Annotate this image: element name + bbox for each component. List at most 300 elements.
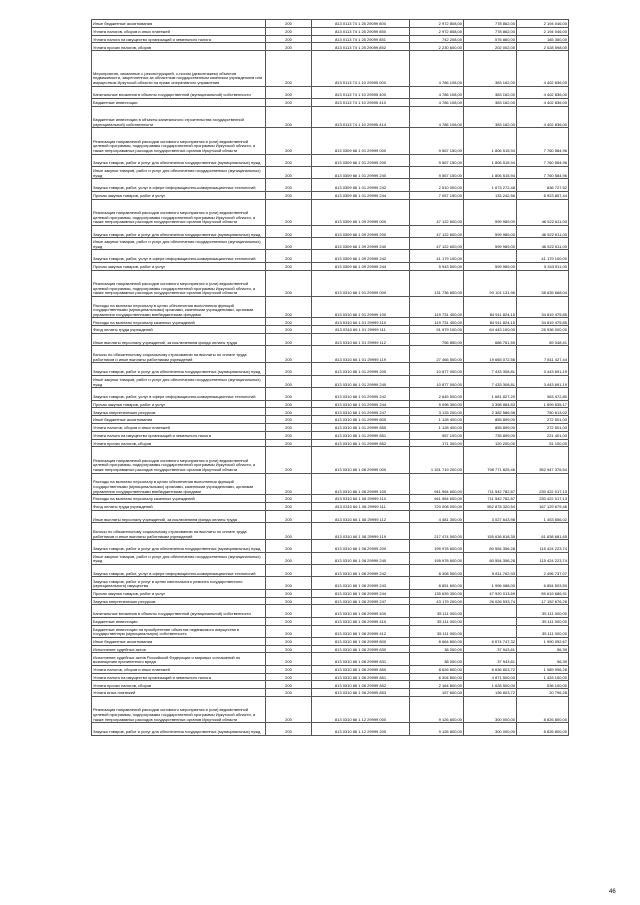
row-name: Иные бюджетные ассигнования xyxy=(92,637,266,645)
row-budget-code: 813 0309 66 1 01 29999 200 xyxy=(312,154,410,166)
row-name: Закупка товаров, работ и услуг в целях капитального ремонта государственного (муниципального) имущества xyxy=(92,577,266,589)
row-budget-code: 813 0113 74 1 10 29595 410 xyxy=(312,98,410,106)
table-row xyxy=(92,20,569,28)
row-approved-amount: 119 731 400,00 xyxy=(410,318,464,326)
table-row xyxy=(92,597,569,605)
row-budget-code: 813 0310 66 1 01 29999 850 xyxy=(312,424,410,432)
row-budget-code: 813 0309 66 1 09 29999 242 xyxy=(312,250,410,262)
row-executed-amount: 1 806 515,94 xyxy=(464,154,517,166)
table-row xyxy=(92,617,569,625)
row-name: Прочая закупка товаров, работ и услуг xyxy=(92,400,266,408)
row-approved-amount: 8 626 800,00 xyxy=(410,665,464,673)
row-name: Иные бюджетные ассигнования xyxy=(92,20,266,28)
row-budget-code: 813 0310 66 1 08 29999 853 xyxy=(312,689,410,697)
row-unexecuted-amount: 1 433 100,00 xyxy=(517,673,569,681)
row-budget-code: 813 0310 66 1 08 29999 240 xyxy=(312,552,410,564)
row-approved-amount: 157 600,00 xyxy=(410,689,464,697)
row-unexecuted-amount: 8 826 800,00 xyxy=(517,723,569,735)
table-row xyxy=(92,400,569,408)
row-executed-amount: 93 101 131,96 xyxy=(464,270,517,296)
table-row xyxy=(92,552,569,564)
row-code: 200 xyxy=(266,605,312,617)
row-code: 200 xyxy=(266,166,312,178)
row-executed-amount: 84 911 824,15 xyxy=(464,318,517,326)
row-name: Закупка товаров, работ, услуг в сфере информационно-коммуникационных технологий xyxy=(92,564,266,576)
row-code: 200 xyxy=(266,128,312,154)
row-code: 200 xyxy=(266,617,312,625)
row-executed-amount xyxy=(464,605,517,617)
table-row xyxy=(92,589,569,597)
row-name: Исполнение судебных актов xyxy=(92,645,266,653)
row-unexecuted-amount: 5 343 511,00 xyxy=(517,262,569,270)
row-budget-code: 813 0309 66 1 09 29999 000 xyxy=(312,199,410,225)
row-unexecuted-amount: 46 522 611,00 xyxy=(517,238,569,250)
row-name: Мероприятия, связанные с реконструкцией, с-носом (демонтажем) объектов недвижимости, закрепленных за областным государственным казенным учреждением или имуществом Иркутской области на праве оперативного управления xyxy=(92,51,266,86)
row-name: Закупка товаров, работ и услуг для обеспечения государственных (муниципальных) нужд xyxy=(92,363,266,375)
row-executed-amount: 599 989,00 xyxy=(464,225,517,237)
row-executed-amount: 133 242,56 xyxy=(464,191,517,199)
row-code: 200 xyxy=(266,408,312,416)
table-row xyxy=(92,502,569,510)
table-row xyxy=(92,653,569,665)
row-code: 200 xyxy=(266,106,312,128)
row-name: Закупка товаров, работ, услуг в сфере информационно-коммуникационных технологий xyxy=(92,179,266,191)
table-row xyxy=(92,35,569,43)
row-unexecuted-amount: 1 453 656,02 xyxy=(517,510,569,522)
page-number: 46 xyxy=(609,889,616,895)
row-executed-amount: 300 000,00 xyxy=(464,697,517,723)
row-code: 200 xyxy=(266,20,312,28)
table-row xyxy=(92,296,569,318)
row-code: 200 xyxy=(266,179,312,191)
row-budget-code: 813 0310 66 1 08 29999 851 xyxy=(312,673,410,681)
row-approved-amount: 720 008 000,00 xyxy=(410,502,464,510)
row-executed-amount xyxy=(464,617,517,625)
row-unexecuted-amount: 272 501,00 xyxy=(517,424,569,432)
row-executed-amount: 80 554 356,28 xyxy=(464,540,517,552)
row-code: 200 xyxy=(266,625,312,637)
row-name: Закупка энергетических ресурсов xyxy=(92,408,266,416)
row-executed-amount: 4 871 500,00 xyxy=(464,673,517,681)
row-code: 200 xyxy=(266,564,312,576)
row-name: Реализация направлений расходов основного мероприятия и (или) ведомственной целевой программы, подпрограммы государственной программы Иркутской области, а также непрограммных расходов государственных органов Иркутской области xyxy=(92,199,266,225)
row-executed-amount: 26 026 533,74 xyxy=(464,597,517,605)
row-unexecuted-amount: 7 811 427,44 xyxy=(517,346,569,363)
row-approved-amount: 5 098 300,00 xyxy=(410,400,464,408)
row-executed-amount: 1 681 827,20 xyxy=(464,388,517,400)
row-budget-code: 813 0310 66 1 01 29999 247 xyxy=(312,408,410,416)
row-executed-amount: 19 665 072,56 xyxy=(464,346,517,363)
row-name: Расходы на выплаты персоналу в целях обеспечения выполнения функций государственными (муниципальными) органами, казенными учреждениями, органами управления государственными внебюджетными фондами xyxy=(92,473,266,495)
row-unexecuted-amount: 3 443 691,19 xyxy=(517,363,569,375)
row-code: 200 xyxy=(266,424,312,432)
row-approved-amount: 8 664 800,00 xyxy=(410,637,464,645)
row-code: 200 xyxy=(266,473,312,495)
row-budget-code: 813 0309 66 1 01 29999 242 xyxy=(312,179,410,191)
row-code: 200 xyxy=(266,191,312,199)
row-approved-amount: 35 111 000,00 xyxy=(410,617,464,625)
row-name: Иные выплаты персоналу учреждений, за исключением фонда оплаты труда xyxy=(92,510,266,522)
row-executed-amount: 37 943,61 xyxy=(464,653,517,665)
row-executed-amount: 7 433 308,81 xyxy=(464,363,517,375)
row-code: 200 xyxy=(266,318,312,326)
row-code: 200 xyxy=(266,262,312,270)
row-code: 200 xyxy=(266,400,312,408)
row-name: Реализация направлений расходов основного мероприятия и (или) ведомственной целевой программы, подпрограммы государственной программы Иркутской области, а также непрограммных расходов государственных органов Иркутской области xyxy=(92,128,266,154)
row-unexecuted-amount: 17 152 676,26 xyxy=(517,597,569,605)
row-approved-amount: 47 122 600,00 xyxy=(410,238,464,250)
row-unexecuted-amount: 56,39 xyxy=(517,645,569,653)
table-body xyxy=(92,20,569,736)
row-approved-amount: 756 850,00 xyxy=(410,334,464,346)
row-approved-amount: 38 000,00 xyxy=(410,645,464,653)
row-budget-code: 813 0113 74 1 10 29595 000 xyxy=(312,51,410,86)
row-approved-amount: 195 978 600,00 xyxy=(410,540,464,552)
row-unexecuted-amount: 4 402 836,00 xyxy=(517,98,569,106)
table-row xyxy=(92,510,569,522)
row-executed-amount: 686 761,59 xyxy=(464,334,517,346)
row-executed-amount: 2 382 586,98 xyxy=(464,408,517,416)
row-name: Иные закупки товаров, работ и услуг для обеспечения государственных (муниципальных) нужд xyxy=(92,375,266,387)
row-name: Фонд оплаты труда учреждений xyxy=(92,326,266,334)
table-row xyxy=(92,416,569,424)
row-executed-amount xyxy=(464,625,517,637)
row-budget-code: 813 0309 66 1 01 29999 000 xyxy=(312,128,410,154)
row-budget-code: 813 0113 74 1 10 29595 414 xyxy=(312,106,410,128)
row-executed-amount: 155 636 818,35 xyxy=(464,523,517,540)
row-executed-amount: 1 996 088,00 xyxy=(464,577,517,589)
table-row xyxy=(92,98,569,106)
row-name: Прочая закупка товаров, работ и услуг xyxy=(92,191,266,199)
row-unexecuted-amount: 1 990 052,67 xyxy=(517,637,569,645)
row-code: 200 xyxy=(266,637,312,645)
row-code: 200 xyxy=(266,589,312,597)
row-code: 200 xyxy=(266,154,312,166)
row-name: Расходы на выплаты персоналу казенных учреждений xyxy=(92,495,266,503)
row-name: Прочая закупка товаров, работ и услуг xyxy=(92,589,266,597)
row-name: Бюджетные инвестиции в объекты капитального строительства государственной (муниципальной) собственности xyxy=(92,106,266,128)
row-approved-amount: 131 736 800,00 xyxy=(410,270,464,296)
row-approved-amount: 8 308 500,00 xyxy=(410,564,464,576)
row-code: 200 xyxy=(266,673,312,681)
row-approved-amount: 171 300,00 xyxy=(410,439,464,447)
table-row xyxy=(92,473,569,495)
table-row xyxy=(92,681,569,689)
row-executed-amount: 6 674 747,32 xyxy=(464,637,517,645)
row-unexecuted-amount: 2 028 598,00 xyxy=(517,43,569,51)
row-code: 200 xyxy=(266,326,312,334)
row-name: Закупка товаров, работ и услуг для обеспечения государственных (муниципальных) нужд xyxy=(92,723,266,735)
row-name: Иные выплаты персоналу учреждений, за исключением фонда оплаты труда xyxy=(92,334,266,346)
row-approved-amount: 9 567 150,00 xyxy=(410,128,464,154)
row-unexecuted-amount: 115 424 223,74 xyxy=(517,552,569,564)
row-executed-amount: 383 162,00 xyxy=(464,51,517,86)
row-code: 200 xyxy=(266,375,312,387)
table-row xyxy=(92,388,569,400)
row-unexecuted-amount: 56,39 xyxy=(517,653,569,665)
row-name: Исполнение судебных актов Российской Федерации и мировых соглашений по возмещению причиненного вреда xyxy=(92,653,266,665)
table-row xyxy=(92,27,569,35)
row-executed-amount: 711 542 782,87 xyxy=(464,495,517,503)
row-approved-amount: 9 126 800,00 xyxy=(410,723,464,735)
row-executed-amount: 599 989,00 xyxy=(464,199,517,225)
row-executed-amount: 1 628 500,00 xyxy=(464,681,517,689)
row-budget-code: 813 0310 66 1 08 29999 200 xyxy=(312,540,410,552)
row-approved-amount: 9 567 150,00 xyxy=(410,154,464,166)
row-budget-code: 813 0310 66 1 08 29999 243 xyxy=(312,577,410,589)
row-code: 200 xyxy=(266,597,312,605)
table-row xyxy=(92,523,569,540)
row-name: Иные закупки товаров, работ и услуг для обеспечения государственных (муниципальных) нужд xyxy=(92,552,266,564)
row-name: Уплата прочих налогов, сборов xyxy=(92,43,266,51)
row-approved-amount: 38 000,00 xyxy=(410,653,464,665)
row-budget-code: 813 0310 66 1 08 29999 830 xyxy=(312,645,410,653)
row-unexecuted-amount: 35 111 000,00 xyxy=(517,625,569,637)
row-code: 200 xyxy=(266,510,312,522)
row-code: 200 xyxy=(266,523,312,540)
row-approved-amount: 957 100,00 xyxy=(410,431,464,439)
row-budget-code: 813 0310 66 1 01 29999 851 xyxy=(312,431,410,439)
row-unexecuted-amount: 61 838 681,65 xyxy=(517,523,569,540)
table-row xyxy=(92,106,569,128)
row-approved-amount: 1 151 719 200,00 xyxy=(410,447,464,473)
row-executed-amount: 552 878 320,54 xyxy=(464,502,517,510)
row-name: Прочая закупка товаров, работ и услуг xyxy=(92,262,266,270)
row-budget-code: 813 0113 74 1 25 29099 850 xyxy=(312,27,410,35)
row-executed-amount: 1 806 515,94 xyxy=(464,166,517,178)
table-row xyxy=(92,179,569,191)
table-row xyxy=(92,605,569,617)
row-approved-amount: 7 057 150,00 xyxy=(410,191,464,199)
row-name: Уплата прочих налогов, сборов xyxy=(92,439,266,447)
row-budget-code: 813 0310 66 1 01 29999 244 xyxy=(312,400,410,408)
row-budget-code: 813 0310 66 1 12 29999 200 xyxy=(312,723,410,735)
table-row xyxy=(92,191,569,199)
row-budget-code: 813 0310 66 1 08 29999 110 xyxy=(312,495,410,503)
row-budget-code: 813 0310 66 1 08 29999 242 xyxy=(312,564,410,576)
row-approved-amount: 2 645 500,00 xyxy=(410,388,464,400)
table-row xyxy=(92,346,569,363)
row-code: 200 xyxy=(266,439,312,447)
row-code: 200 xyxy=(266,723,312,735)
row-executed-amount: 383 162,00 xyxy=(464,86,517,98)
row-executed-amount: 383 162,00 xyxy=(464,98,517,106)
row-code: 200 xyxy=(266,540,312,552)
table-row xyxy=(92,625,569,637)
table-row xyxy=(92,43,569,51)
row-approved-amount: 1 128 400,00 xyxy=(410,424,464,432)
row-unexecuted-amount: 8 826 800,00 xyxy=(517,697,569,723)
row-code: 200 xyxy=(266,270,312,296)
row-approved-amount: 4 786 108,00 xyxy=(410,98,464,106)
row-code: 200 xyxy=(266,447,312,473)
row-unexecuted-amount: 352 947 376,54 xyxy=(517,447,569,473)
row-budget-code: 813 0310 66 1 08 29999 100 xyxy=(312,473,410,495)
row-approved-amount: 47 122 600,00 xyxy=(410,199,464,225)
row-executed-amount: 136 803,72 xyxy=(464,689,517,697)
row-code: 200 xyxy=(266,665,312,673)
row-approved-amount: 35 111 000,00 xyxy=(410,605,464,617)
row-executed-amount: 84 911 824,15 xyxy=(464,296,517,318)
row-name: Закупка товаров, работ и услуг для обеспечения государственных (муниципальных) нужд xyxy=(92,540,266,552)
row-name: Фонд оплаты труда учреждений xyxy=(92,502,266,510)
row-budget-code: 813 0113 74 1 25 29099 851 xyxy=(312,35,410,43)
table-row xyxy=(92,51,569,86)
row-budget-code: 813 0310 66 1 08 29999 400 xyxy=(312,605,410,617)
row-unexecuted-amount: 7 760 584,96 xyxy=(517,128,569,154)
row-name: Бюджетные инвестиции xyxy=(92,98,266,106)
row-name: Расходы на выплаты персоналу казенных учреждений xyxy=(92,318,266,326)
table-row xyxy=(92,375,569,387)
row-executed-amount: 80 554 356,28 xyxy=(464,552,517,564)
row-approved-amount: 41 179 100,00 xyxy=(410,250,464,262)
row-approved-amount: 4 786 108,00 xyxy=(410,106,464,128)
table-row xyxy=(92,564,569,576)
row-unexecuted-amount: 20 796,28 xyxy=(517,689,569,697)
row-unexecuted-amount: 230 422 017,13 xyxy=(517,495,569,503)
row-executed-amount: 735 899,00 xyxy=(464,431,517,439)
table-row xyxy=(92,665,569,673)
row-budget-code: 813 0309 66 1 01 29999 240 xyxy=(312,166,410,178)
row-unexecuted-amount: 69 048,41 xyxy=(517,334,569,346)
row-code: 200 xyxy=(266,238,312,250)
row-name: Уплата налогов, сборов и иных платежей xyxy=(92,27,266,35)
row-name: Закупка товаров, работ, услуг в сфере информационно-коммуникационных технологий xyxy=(92,388,266,400)
row-name: Уплата налогов, сборов и иных платежей xyxy=(92,424,266,432)
row-approved-amount: 941 964 600,00 xyxy=(410,495,464,503)
row-code: 200 xyxy=(266,98,312,106)
table-row xyxy=(92,334,569,346)
row-name: Закупка энергетических ресурсов xyxy=(92,597,266,605)
row-executed-amount: 383 162,00 xyxy=(464,106,517,128)
row-budget-code: 813 0309 66 1 09 29999 200 xyxy=(312,225,410,237)
row-code: 200 xyxy=(266,495,312,503)
row-budget-code: 813 0310 66 1 08 29999 410 xyxy=(312,617,410,625)
row-code: 200 xyxy=(266,86,312,98)
row-executed-amount: 3 398 884,83 xyxy=(464,400,517,408)
row-code: 200 xyxy=(266,346,312,363)
row-unexecuted-amount: 26 936 000,00 xyxy=(517,326,569,334)
row-unexecuted-amount: 536 100,00 xyxy=(517,681,569,689)
row-executed-amount: 798 771 825,46 xyxy=(464,447,517,473)
row-code: 200 xyxy=(266,416,312,424)
row-budget-code: 813 0310 66 1 08 29999 247 xyxy=(312,597,410,605)
row-budget-code: 813 0309 66 1 01 29999 244 xyxy=(312,191,410,199)
row-budget-code: 813 0310 66 1 01 29999 852 xyxy=(312,439,410,447)
table-row xyxy=(92,326,569,334)
row-approved-amount: 5 943 500,00 xyxy=(410,262,464,270)
table-row xyxy=(92,495,569,503)
row-name: Закупка товаров, работ, услуг в сфере информационно-коммуникационных технологий xyxy=(92,250,266,262)
row-name: Иные бюджетные ассигнования xyxy=(92,416,266,424)
row-name: Иные закупки товаров, работ и услуг для обеспечения государственных (муниципальных) нужд xyxy=(92,238,266,250)
row-name: Иные закупки товаров, работ и услуг для обеспечения государственных (муниципальных) нужд xyxy=(92,166,266,178)
row-executed-amount: 300 000,00 xyxy=(464,723,517,735)
table-row xyxy=(92,250,569,262)
row-budget-code: 813 0309 66 1 09 29999 244 xyxy=(312,262,410,270)
table-row xyxy=(92,199,569,225)
row-code: 200 xyxy=(266,225,312,237)
row-code: 200 xyxy=(266,199,312,225)
row-approved-amount: 8 851 600,00 xyxy=(410,577,464,589)
row-approved-amount: 47 122 600,00 xyxy=(410,225,464,237)
row-unexecuted-amount: 2 194 046,00 xyxy=(517,27,569,35)
row-name: Реализация направлений расходов основного мероприятия и (или) ведомственной целевой программы, подпрограммы государственной программы Иркутской области, а также непрограммных расходов государственных органов Иркутской области xyxy=(92,270,266,296)
table-row xyxy=(92,86,569,98)
table-row xyxy=(92,154,569,166)
row-unexecuted-amount: 272 501,00 xyxy=(517,416,569,424)
row-approved-amount: 217 474 500,00 xyxy=(410,523,464,540)
row-executed-amount: 599 989,00 xyxy=(464,262,517,270)
row-budget-code: 813 0310 66 1 08 29999 112 xyxy=(312,510,410,522)
row-budget-code: 813 0310 66 1 01 29999 800 xyxy=(312,416,410,424)
table-row xyxy=(92,318,569,326)
table-row xyxy=(92,262,569,270)
row-code: 200 xyxy=(266,388,312,400)
row-budget-code: 813 0310 66 1 08 29999 412 xyxy=(312,625,410,637)
row-code: 200 xyxy=(266,43,312,51)
row-budget-code: 813 0310 66 1 01 29999 110 xyxy=(312,318,410,326)
row-unexecuted-amount: 750 613,02 xyxy=(517,408,569,416)
row-name: Капитальные вложения в объекты государственной (муниципальной) собственности xyxy=(92,605,266,617)
row-name: Уплата налога на имущество организаций и земельного налога xyxy=(92,673,266,681)
row-budget-code: 813 0310 66 1 01 29999 240 xyxy=(312,375,410,387)
row-executed-amount: 599 989,00 xyxy=(464,238,517,250)
row-executed-amount: 711 542 782,87 xyxy=(464,473,517,495)
table-row xyxy=(92,697,569,723)
row-approved-amount: 4 786 108,00 xyxy=(410,51,464,86)
row-unexecuted-amount: 6 923 857,44 xyxy=(517,191,569,199)
row-code: 200 xyxy=(266,653,312,665)
row-unexecuted-amount: 2 194 046,00 xyxy=(517,20,569,28)
row-budget-code: 813 0310 66 1 01 29999 112 xyxy=(312,334,410,346)
row-approved-amount: 2 972 808,00 xyxy=(410,20,464,28)
row-approved-amount: 35 111 000,00 xyxy=(410,625,464,637)
row-code: 200 xyxy=(266,363,312,375)
row-approved-amount: 2 510 000,00 xyxy=(410,179,464,191)
row-code: 200 xyxy=(266,431,312,439)
row-executed-amount: 64 443 100,00 xyxy=(464,326,517,334)
table-row xyxy=(92,431,569,439)
row-code: 200 xyxy=(266,250,312,262)
row-code: 200 xyxy=(266,577,312,589)
row-approved-amount: 91 979 100,00 xyxy=(410,326,464,334)
row-executed-amount xyxy=(464,250,517,262)
row-unexecuted-amount: 51 100,00 xyxy=(517,439,569,447)
row-budget-code: 813 0310 66 1 08 29999 119 xyxy=(312,523,410,540)
row-name: Бюджетные инвестиции на приобретение объектов недвижимого имущества в государственную (муниципальную) собственность xyxy=(92,625,266,637)
row-unexecuted-amount: 963 472,80 xyxy=(517,388,569,400)
row-executed-amount: 47 920 013,69 xyxy=(464,589,517,597)
row-executed-amount: 1 673 272,48 xyxy=(464,179,517,191)
row-budget-code: 813 0310 66 1 08 29999 800 xyxy=(312,637,410,645)
row-executed-amount: 37 943,61 xyxy=(464,645,517,653)
row-unexecuted-amount: 3 443 691,19 xyxy=(517,375,569,387)
row-budget-code: 813 0310 66 1 08 29999 111 xyxy=(312,502,410,510)
row-unexecuted-amount: 1 699 635,17 xyxy=(517,400,569,408)
row-budget-code: 813 0113 74 1 25 29099 800 xyxy=(312,20,410,28)
row-approved-amount: 742 208,00 xyxy=(410,35,464,43)
row-code: 200 xyxy=(266,689,312,697)
row-unexecuted-amount: 41 179 100,00 xyxy=(517,250,569,262)
row-approved-amount: 3 133 200,00 xyxy=(410,408,464,416)
row-unexecuted-amount: 2 496 737,07 xyxy=(517,564,569,576)
row-approved-amount: 10 877 000,00 xyxy=(410,375,464,387)
table-row xyxy=(92,128,569,154)
table-row xyxy=(92,439,569,447)
row-unexecuted-amount: 115 424 223,74 xyxy=(517,540,569,552)
row-name: Уплата налога на имущество организаций и земельного налога xyxy=(92,431,266,439)
